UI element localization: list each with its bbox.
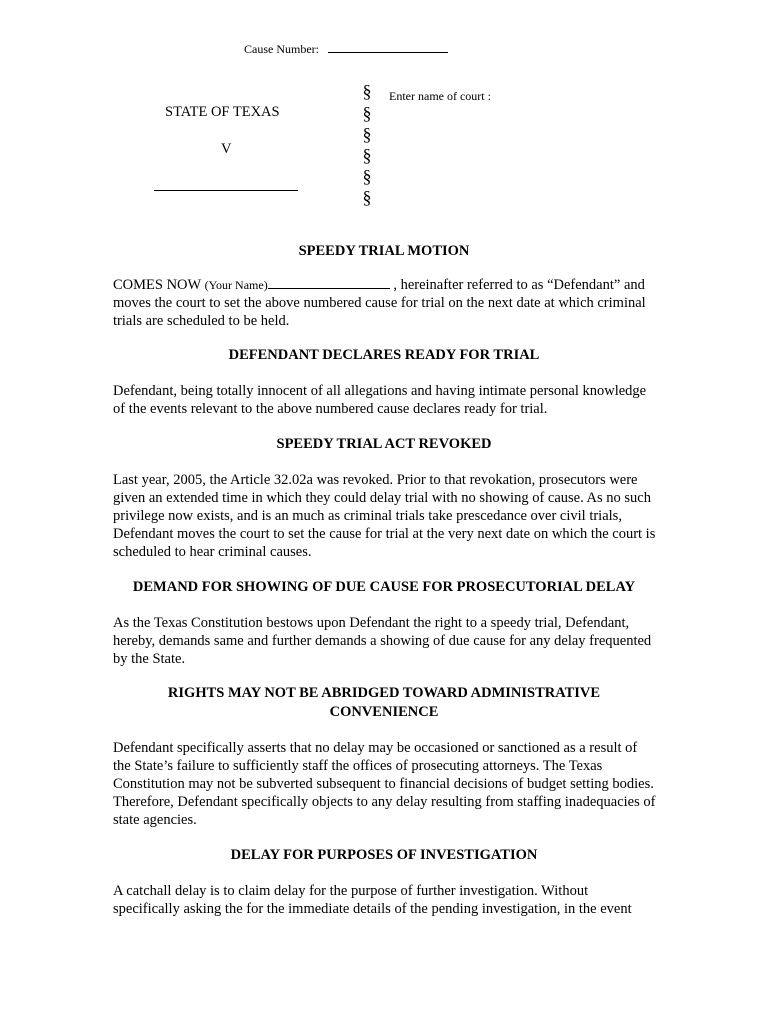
section-symbol: § — [362, 124, 372, 144]
section-body: A catchall delay is to claim delay for the purpose of further investigation. Without specifically asking the for the immediate details of the pending investigation, in the event — [113, 883, 632, 917]
section-body: Defendant, being totally innocent of all allegations and having intimate personal knowledge of the events relevant to the above numbered cause declares ready for trial. — [113, 383, 647, 417]
intro-paragraph — [113, 276, 658, 330]
comes-now-text: COMES NOW — [113, 277, 201, 293]
cause-number-line — [244, 42, 448, 57]
section-body: As the Texas Constitution bestows upon Defendant the right to a speedy trial, Defendant, hereby, demands same and further demands a showing of due cause for any delay frequented by the State. — [113, 615, 652, 667]
cause-number-label: Cause Number: — [244, 42, 319, 56]
document-title: SPEEDY TRIAL MOTION — [298, 243, 470, 259]
section-symbol: § — [362, 81, 372, 101]
defendant-name-blank[interactable] — [154, 190, 298, 191]
section-symbol: § — [362, 187, 372, 207]
section-heading: DEFENDANT DECLARES READY FOR TRIAL — [228, 347, 540, 363]
cause-number-blank[interactable] — [328, 52, 448, 53]
section-body: Last year, 2005, the Article 32.02a was revoked. Prior to that revokation, prosecutors were given an extended time in which they could delay trial with no showing of cause. As no such privilege now exists, and is an much as criminal trials take prescedance over civil trials, Defendant moves the court to set the cause for trial at the very next date on which the court is scheduled to hear criminal causes. — [113, 472, 656, 560]
court-name-label: Enter name of court : — [389, 89, 491, 103]
intro-defined-term: , hereinafter referred to as “Defendant” — [393, 277, 621, 293]
section-heading: RIGHTS MAY NOT BE ABRIDGED TOWARD ADMINISTRATIVE CONVENIENCE — [167, 685, 601, 720]
your-name-hint: (Your Name) — [204, 278, 268, 292]
section-symbol: § — [362, 166, 372, 186]
section-heading: DELAY FOR PURPOSES OF INVESTIGATION — [230, 847, 538, 863]
section-heading: DEMAND FOR SHOWING OF DUE CAUSE FOR PROSECUTORIAL DELAY — [132, 579, 636, 595]
section-heading: SPEEDY TRIAL ACT REVOKED — [276, 436, 492, 452]
intro-rest: and moves the court to set the above numbered cause for trial on the next date at which criminal trials are scheduled to be held. — [113, 277, 646, 329]
your-name-blank[interactable] — [268, 288, 390, 289]
section-symbol: § — [362, 103, 372, 123]
section-body: Defendant specifically asserts that no delay may be occasioned or sanctioned as a result of the State’s failure to sufficiently staff the offices of prosecuting attorneys. The Texas Constitution may not be subverted subsequent to financial decisions of budget setting bodies. Therefore, Defendant specifically objects to any delay resulting from staffing inadequacies of state agencies. — [113, 740, 656, 828]
section-symbol: § — [362, 145, 372, 165]
state-of-texas: STATE OF TEXAS — [165, 104, 280, 120]
versus-label: V — [221, 141, 232, 157]
